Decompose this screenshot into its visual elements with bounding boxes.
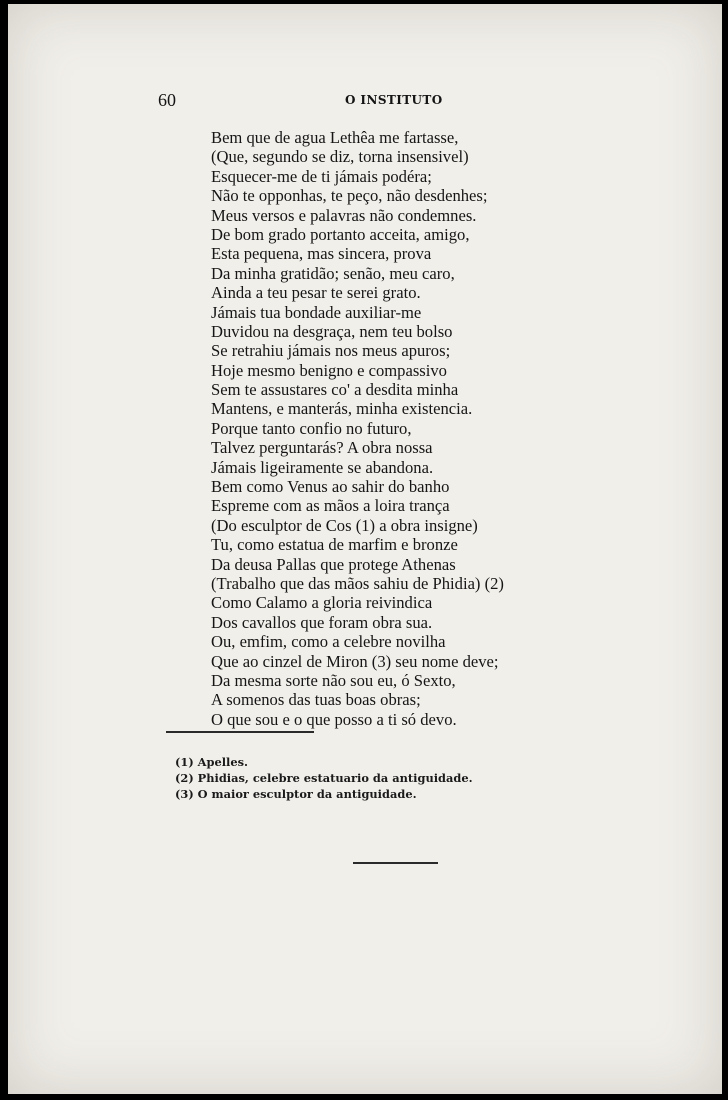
poem-line: Meus versos e palavras não condemnes.: [211, 205, 477, 225]
poem-line: Porque tanto confio no futuro,: [211, 418, 412, 438]
poem-line: Como Calamo a gloria reivindica: [211, 593, 433, 613]
poem-line: Não te opponhas, te peço, não desdenhes;: [211, 186, 488, 206]
poem-line: Tu, como estatua de marfim e bronze: [211, 535, 458, 555]
poem-line: Jámais ligeiramente se abandona.: [211, 457, 434, 477]
poem-line: (Trabalho que das mãos sahiu de Phidia) (2): [211, 573, 504, 593]
poem-line: Ou, emfim, como a celebre novilha: [211, 632, 446, 652]
poem-line: Esquecer-me de ti jámais podéra;: [211, 166, 432, 186]
poem-line: Dos cavallos que foram obra sua.: [211, 612, 433, 632]
page-header: [8, 90, 722, 114]
poem-line: (Que, segundo se diz, torna insensivel): [211, 147, 469, 167]
poem-line: Que ao cinzel de Miron (3) seu nome deve;: [211, 651, 499, 671]
poem-line: Se retrahiu jámais nos meus apuros;: [211, 341, 451, 361]
poem-line: Talvez perguntarás? A obra nossa: [211, 438, 433, 458]
poem-line: O que sou e o que posso a ti só devo.: [211, 709, 457, 729]
footnote-2: (2) Phidias, celebre estatuario da antiguidade.: [175, 771, 473, 786]
poem-line: Ainda a teu pesar te serei grato.: [211, 283, 421, 303]
poem-body: [211, 128, 631, 729]
poem-line: Da deusa Pallas que protege Athenas: [211, 554, 456, 574]
poem-line: Sem te assustares co' a desdita minha: [211, 380, 459, 400]
book-page: [8, 4, 722, 1094]
footnote-divider: [166, 731, 314, 733]
end-of-section-rule: [353, 862, 438, 864]
poem-line: (Do esculptor de Cos (1) a obra insigne): [211, 515, 478, 535]
poem-line: Esta pequena, mas sincera, prova: [211, 244, 432, 264]
poem-line: Jámais tua bondade auxiliar-me: [211, 302, 422, 322]
running-title: O INSTITUTO: [345, 93, 443, 107]
poem-line: Mantens, e manterás, minha existencia.: [211, 399, 473, 419]
poem-line: Duvidou na desgraça, nem teu bolso: [211, 321, 453, 341]
footnote-3: (3) O maior esculptor da antiguidade.: [175, 787, 417, 802]
poem-line: Bem que de agua Lethêa me fartasse,: [211, 128, 459, 147]
poem-line: Da minha gratidão; senão, meu caro,: [211, 263, 455, 283]
poem-line: Hoje mesmo benigno e compassivo: [211, 360, 447, 380]
footnotes: [175, 754, 473, 803]
poem-line: Espreme com as mãos a loira trança: [211, 496, 450, 516]
page-number: 60: [158, 90, 176, 110]
poem-line: De bom grado portanto acceita, amigo,: [211, 224, 470, 244]
footnote-1: (1) Apelles.: [175, 755, 248, 769]
poem-line: A somenos das tuas boas obras;: [211, 690, 421, 710]
poem-line: Bem como Venus ao sahir do banho: [211, 477, 450, 497]
poem-line: Da mesma sorte não sou eu, ó Sexto,: [211, 670, 456, 690]
